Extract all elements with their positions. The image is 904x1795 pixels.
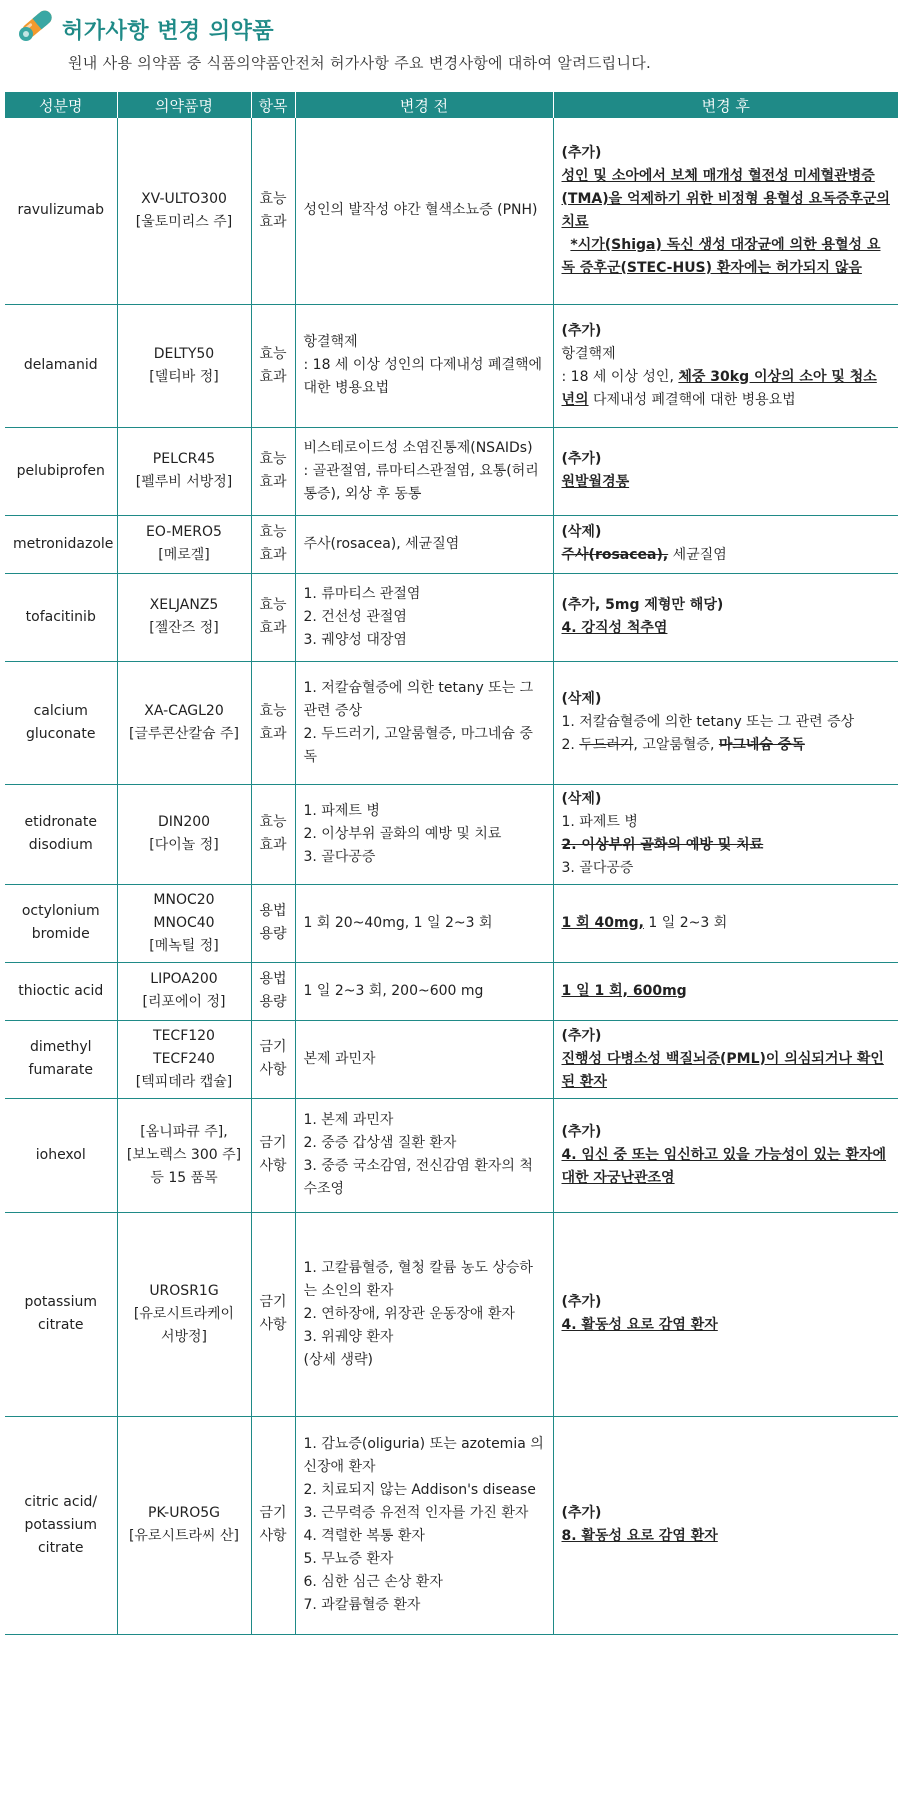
ingredient-cell: thioctic acid xyxy=(5,962,117,1020)
after-added-text: 원발월경통 xyxy=(561,474,630,490)
drug-cell: DIN200 [다이놀 정] xyxy=(117,784,251,884)
ingredient-cell: citric acid/ potassium citrate xyxy=(5,1416,117,1634)
category-cell: 효능 효과 xyxy=(251,573,295,661)
after-cell xyxy=(553,1020,898,1098)
after-text: 1. 저칼슘혈증에 의한 tetany 또는 그 관련 증상 2. xyxy=(561,714,855,753)
drug-cell: XELJANZ5 [젤잔즈 정] xyxy=(117,573,251,661)
after-cell xyxy=(553,304,898,427)
before-cell: 1. 고칼륨혈증, 혈청 칼륨 농도 상승하는 소인의 환자 2. 연하장애, 위장관 운동장애 환자 3. 위궤양 환자 (상세 생략) xyxy=(295,1212,553,1416)
drug-cell: XA-CAGL20 [글루콘산칼슘 주] xyxy=(117,661,251,784)
before-cell: 1. 류마티스 관절염 2. 건선성 관절염 3. 궤양성 대장염 xyxy=(295,573,553,661)
table-row xyxy=(5,784,898,884)
capsule-icon xyxy=(14,4,60,44)
after-text: 3. 골다공증 xyxy=(561,860,634,876)
after-added-text: 1 회 40mg, xyxy=(561,914,644,931)
ingredient-cell: tofacitinib xyxy=(5,573,117,661)
change-type: (추가) xyxy=(561,322,602,339)
after-cell xyxy=(553,118,898,304)
change-type: (추가) xyxy=(561,144,602,161)
after-deleted-text: 2. 이상부위 골화의 예방 및 치료 xyxy=(561,837,764,853)
after-cell xyxy=(553,661,898,784)
category-cell: 금기 사항 xyxy=(251,1212,295,1416)
ingredient-cell: pelubiprofen xyxy=(5,427,117,515)
ingredient-cell: potassium citrate xyxy=(5,1212,117,1416)
table-row xyxy=(5,1416,898,1634)
ingredient-cell: delamanid xyxy=(5,304,117,427)
before-cell: 본제 과민자 xyxy=(295,1020,553,1098)
change-type: (추가) xyxy=(561,1027,602,1044)
after-cell xyxy=(553,515,898,573)
change-type: (추가) xyxy=(561,1294,602,1310)
table-row xyxy=(5,661,898,784)
table-row xyxy=(5,1098,898,1212)
ingredient-cell: metronidazole xyxy=(5,515,117,573)
before-cell: 1. 본제 과민자 2. 중증 갑상샘 질환 환자 3. 중증 국소감염, 전신감염 환자의 척수조영 xyxy=(295,1098,553,1212)
after-added-text: 진행성 다병소성 백질뇌증(PML)이 의심되거나 확인된 환자 xyxy=(561,1050,884,1090)
before-cell: 1 회 20~40mg, 1 일 2~3 회 xyxy=(295,884,553,962)
after-deleted-text: 주사(rosacea), xyxy=(561,547,669,563)
before-cell: 1. 파제트 병 2. 이상부위 골화의 예방 및 치료 3. 골다공증 xyxy=(295,784,553,884)
drug-cell: PELCR45 [펠루비 서방정] xyxy=(117,427,251,515)
table-row xyxy=(5,884,898,962)
ingredient-cell: dimethyl fumarate xyxy=(5,1020,117,1098)
after-cell xyxy=(553,1212,898,1416)
after-deleted-text: 두드러기 xyxy=(579,737,634,753)
after-added-text: 8. 활동성 요로 감염 환자 xyxy=(561,1528,718,1544)
after-cell xyxy=(553,1416,898,1634)
table-row xyxy=(5,304,898,427)
category-cell: 효능 효과 xyxy=(251,304,295,427)
after-deleted-text: 마그네슘 중독 xyxy=(718,737,805,753)
drug-cell: TECF120 TECF240 [텍피데라 캡슐] xyxy=(117,1020,251,1098)
after-cell xyxy=(553,573,898,661)
page-subtitle: 원내 사용 의약품 중 식품의약품안전처 허가사항 주요 변경사항에 대하여 알려드립니다. xyxy=(68,54,652,72)
category-cell: 금기 사항 xyxy=(251,1098,295,1212)
category-cell: 용법 용량 xyxy=(251,884,295,962)
drug-cell: UROSR1G [유로시트라케이 서방정] xyxy=(117,1212,251,1416)
change-type: (삭제) xyxy=(561,691,602,707)
drug-cell: EO-MERO5 [메로겔] xyxy=(117,515,251,573)
change-table xyxy=(5,92,898,1635)
col-header-category: 항목 xyxy=(251,92,295,118)
after-cell xyxy=(553,784,898,884)
category-cell: 효능 효과 xyxy=(251,661,295,784)
table-row xyxy=(5,1020,898,1098)
category-cell: 용법 용량 xyxy=(251,962,295,1020)
table-row xyxy=(5,427,898,515)
col-header-after: 변경 후 xyxy=(553,92,898,118)
ingredient-cell: iohexol xyxy=(5,1098,117,1212)
table-header-row xyxy=(5,92,898,118)
after-text: , 고알룸혈증, xyxy=(633,737,719,753)
table-row xyxy=(5,118,898,304)
category-cell: 효능 효과 xyxy=(251,515,295,573)
category-cell: 효능 효과 xyxy=(251,784,295,884)
before-cell: 성인의 발작성 야간 혈색소뇨증 (PNH) xyxy=(295,118,553,304)
category-cell: 효능 효과 xyxy=(251,118,295,304)
after-note: *시가(Shiga) 독신 생성 대장균에 의한 용혈성 요독 증후군(STEC-HUS) 환자에는 허가되지 않음 xyxy=(561,236,881,276)
category-cell: 효능 효과 xyxy=(251,427,295,515)
before-cell: 항결핵제 : 18 세 이상 성인의 다제내성 폐결핵에 대한 병용요법 xyxy=(295,304,553,427)
change-type: (추가, 5mg 제형만 해당) xyxy=(561,597,724,613)
after-added-text: 체중 30kg 이상의 소아 및 청소년의 xyxy=(561,368,877,408)
after-text: 다제내성 폐결핵에 대한 병용요법 xyxy=(588,391,796,408)
drug-cell: LIPOA200 [리포에이 정] xyxy=(117,962,251,1020)
before-cell: 주사(rosacea), 세균질염 xyxy=(295,515,553,573)
ingredient-cell: etidronate disodium xyxy=(5,784,117,884)
after-added-text: 4. 강직성 척추염 xyxy=(561,620,668,636)
after-added-text: 4. 활동성 요로 감염 환자 xyxy=(561,1317,718,1333)
change-type: (삭제) xyxy=(561,524,602,540)
table-row xyxy=(5,962,898,1020)
change-type: (추가) xyxy=(561,1123,602,1140)
change-type: (삭제) xyxy=(561,791,602,807)
table-row xyxy=(5,573,898,661)
after-cell xyxy=(553,884,898,962)
drug-cell: PK-URO5G [유로시트라씨 산] xyxy=(117,1416,251,1634)
category-cell: 금기 사항 xyxy=(251,1416,295,1634)
col-header-drug: 의약품명 xyxy=(117,92,251,118)
after-text: 세균질염 xyxy=(668,547,727,563)
after-text: 1. 파제트 병 xyxy=(561,814,638,830)
before-cell: 1. 감뇨증(oliguria) 또는 azotemia 의 신장애 환자 2. 치료되지 않는 Addison's disease 3. 근무력증 유전적 인자를 가진 환자 4. 격렬한 복통 환자 5. 무뇨증 환자 6. 심한 심근 손상 환자 7. 과칼륨혈증 환자 xyxy=(295,1416,553,1634)
change-type: (추가) xyxy=(561,1505,602,1521)
drug-cell: DELTY50 [델티바 정] xyxy=(117,304,251,427)
change-type: (추가) xyxy=(561,451,602,467)
col-header-ingredient: 성분명 xyxy=(5,92,117,118)
before-cell: 1. 저칼슘혈증에 의한 tetany 또는 그 관련 증상 2. 두드러기, 고알룸혈증, 마그네슘 중독 xyxy=(295,661,553,784)
before-cell: 비스테로이드성 소염진통제(NSAIDs) : 골관절염, 류마티스관절염, 요통(허리통증), 외상 후 동통 xyxy=(295,427,553,515)
after-cell xyxy=(553,1098,898,1212)
table-row xyxy=(5,515,898,573)
ingredient-cell: octylonium bromide xyxy=(5,884,117,962)
after-added-text: 성인 및 소아에서 보체 매개성 혈전성 미세혈관병증(TMA)을 억제하기 위한 비정형 용혈성 요독증후군의 치료 xyxy=(561,167,890,230)
ingredient-cell: calcium gluconate xyxy=(5,661,117,784)
after-text: 1 일 2~3 회 xyxy=(643,914,728,931)
drug-cell: [옴니파큐 주], [보노렉스 300 주] 등 15 품목 xyxy=(117,1098,251,1212)
table-row xyxy=(5,1212,898,1416)
after-text: 항결핵제 : 18 세 이상 성인, xyxy=(561,345,674,385)
after-cell xyxy=(553,962,898,1020)
ingredient-cell: ravulizumab xyxy=(5,118,117,304)
category-cell: 금기 사항 xyxy=(251,1020,295,1098)
col-header-before: 변경 전 xyxy=(295,92,553,118)
after-cell xyxy=(553,427,898,515)
drug-cell: XV-ULTO300 [울토미리스 주] xyxy=(117,118,251,304)
page-title: 허가사항 변경 의약품 xyxy=(62,19,275,44)
after-added-text: 1 일 1 회, 600mg xyxy=(561,982,687,999)
after-added-text: 4. 임신 중 또는 임신하고 있을 가능성이 있는 환자에 대한 자궁난관조영 xyxy=(561,1146,887,1186)
before-cell: 1 일 2~3 회, 200~600 mg xyxy=(295,962,553,1020)
page-header xyxy=(0,0,904,90)
drug-cell: MNOC20 MNOC40 [메녹틸 정] xyxy=(117,884,251,962)
